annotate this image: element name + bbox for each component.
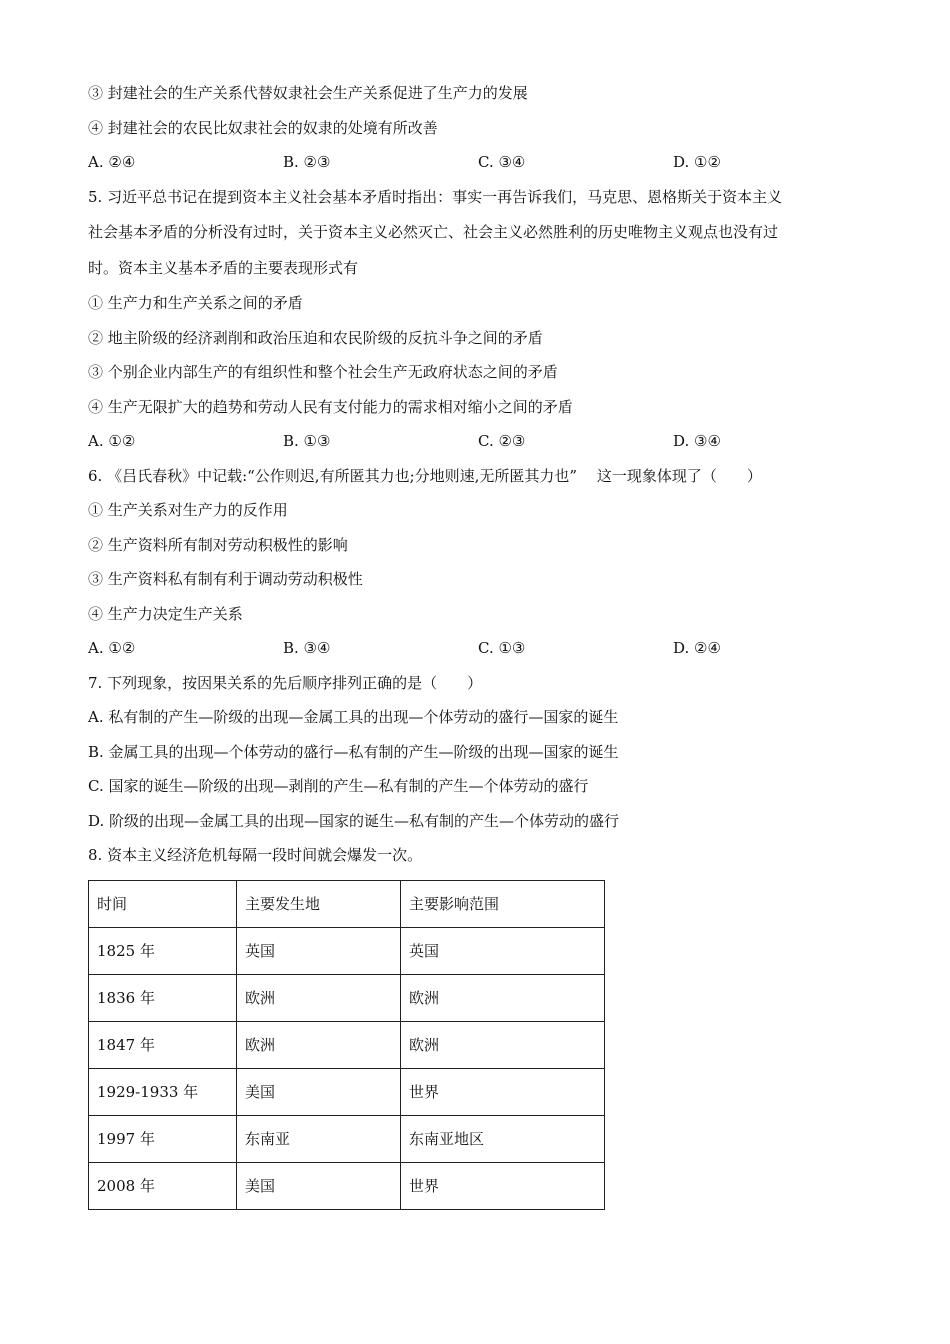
question-stem: [88, 180, 868, 287]
question-item: ④ 生产力决定生产关系: [88, 604, 243, 623]
table-row: [89, 927, 605, 974]
question-stem: 8. 资本主义经济危机每隔一段时间就会爆发一次。: [88, 846, 423, 864]
table-cell: 世界: [401, 1068, 605, 1115]
table-header-cell: 时间: [89, 880, 237, 927]
question-4-tail: [88, 76, 868, 180]
table-row: [89, 1162, 605, 1209]
table-cell: 东南亚地区: [401, 1115, 605, 1162]
table-cell: 美国: [237, 1068, 401, 1115]
table-cell: 欧洲: [401, 1021, 605, 1068]
question-item: ④ 封建社会的农民比奴隶社会的奴隶的处境有所改善: [88, 118, 438, 137]
option-a: A. ①②: [88, 639, 136, 657]
table-cell: 1825 年: [89, 927, 237, 974]
table-cell: 东南亚: [237, 1115, 401, 1162]
option-a: A. 私有制的产生—阶级的出现—金属工具的出现—个体劳动的盛行—国家的诞生: [88, 708, 619, 726]
question-6: [88, 459, 868, 666]
option-d: D. 阶级的出现—金属工具的出现—国家的诞生—私有制的产生—个体劳动的盛行: [88, 811, 620, 830]
question-item: ① 生产力和生产关系之间的矛盾: [88, 294, 303, 312]
exam-page: [88, 76, 868, 1210]
question-stem: 6. 《吕氏春秋》中记载:“公作则迟,有所匿其力也;分地则速,无所匿其力也” 这一现象体现了（ ）: [88, 466, 762, 485]
question-5: [88, 180, 868, 459]
option-d: D. ③④: [673, 432, 721, 450]
question-7: [88, 666, 868, 839]
option-b: B. ③④: [283, 639, 331, 657]
option-d: D. ①②: [673, 153, 721, 171]
stem-line: 时。资本主义基本矛盾的主要表现形式有: [88, 258, 359, 277]
table-header-cell: 主要影响范围: [401, 880, 605, 927]
answer-options: [88, 424, 868, 459]
question-item: ② 地主阶级的经济剥削和政治压迫和农民阶级的反抗斗争之间的矛盾: [88, 328, 543, 347]
question-item: ② 生产资料所有制对劳动积极性的影响: [88, 535, 348, 554]
question-item: ① 生产关系对生产力的反作用: [88, 501, 288, 519]
option-a: A. ①②: [88, 432, 136, 450]
option-b: B. ①③: [283, 432, 331, 450]
table-cell: 美国: [237, 1162, 401, 1209]
table-header-row: [89, 880, 605, 927]
question-item: ③ 生产资料私有制有利于调动劳动积极性: [88, 570, 363, 588]
option-c: C. ②③: [478, 432, 526, 450]
question-item: ③ 封建社会的生产关系代替奴隶社会生产关系促进了生产力的发展: [88, 84, 528, 102]
table-cell: 欧洲: [237, 1021, 401, 1068]
stem-line: 社会基本矛盾的分析没有过时，关于资本主义必然灭亡、社会主义必然胜利的历史唯物主义观点也没有过: [88, 223, 779, 241]
option-c: C. ③④: [478, 153, 526, 171]
answer-options: [88, 631, 868, 666]
option-c: C. ①③: [478, 639, 526, 657]
table-cell: 1836 年: [89, 974, 237, 1021]
table-cell: 欧洲: [401, 974, 605, 1021]
option-b: B. ②③: [283, 153, 331, 171]
table-row: [89, 1068, 605, 1115]
question-item: ④ 生产无限扩大的趋势和劳动人民有支付能力的需求相对缩小之间的矛盾: [88, 397, 573, 416]
table-cell: 世界: [401, 1162, 605, 1209]
question-item: ③ 个别企业内部生产的有组织性和整个社会生产无政府状态之间的矛盾: [88, 363, 558, 381]
option-b: B. 金属工具的出现—个体劳动的盛行—私有制的产生—阶级的出现—国家的诞生: [88, 742, 619, 761]
table-cell: 英国: [237, 927, 401, 974]
question-stem: 7. 下列现象，按因果关系的先后顺序排列正确的是（ ）: [88, 673, 483, 692]
answer-options: [88, 145, 868, 180]
stem-line: 5. 习近平总书记在提到资本主义社会基本矛盾时指出：事实一再告诉我们，马克思、恩格斯关于资本主义: [88, 187, 783, 206]
option-c: C. 国家的诞生—阶级的出现—剥削的产生—私有制的产生—个体劳动的盛行: [88, 777, 589, 795]
question-8: [88, 838, 868, 1210]
table-row: [89, 1021, 605, 1068]
table-cell: 1929-1933 年: [89, 1068, 237, 1115]
option-a: A. ②④: [88, 153, 136, 171]
table-cell: 1847 年: [89, 1021, 237, 1068]
crisis-table: [88, 880, 605, 1210]
table-cell: 欧洲: [237, 974, 401, 1021]
option-d: D. ②④: [673, 639, 721, 657]
table-header-cell: 主要发生地: [237, 880, 401, 927]
table-row: [89, 974, 605, 1021]
table-row: [89, 1115, 605, 1162]
table-cell: 2008 年: [89, 1162, 237, 1209]
table-cell: 英国: [401, 927, 605, 974]
table-cell: 1997 年: [89, 1115, 237, 1162]
